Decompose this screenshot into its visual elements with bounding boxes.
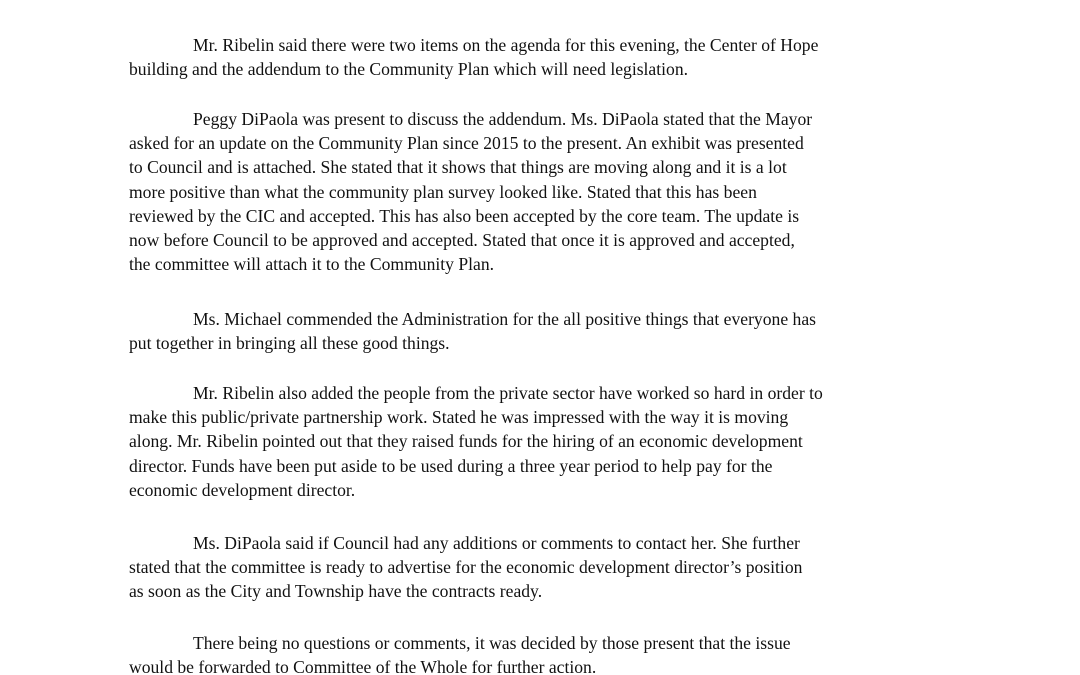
paragraph-commendation [129,307,959,355]
paragraph-line: make this public/private partnership work. Stated he was impressed with the way it is moving [129,407,789,428]
paragraph-line: Ms. Michael commended the Administration for the all positive things that everyone has [193,309,816,329]
paragraph-line: Mr. Ribelin also added the people from the private sector have worked so hard in order to [193,383,823,403]
cropped-text-fragment [129,0,155,2]
paragraph-line: now before Council to be approved and accepted. Stated that once it is approved and accepted, [129,230,795,251]
paragraph-line: director. Funds have been put aside to be used during a three year period to help pay for the [129,455,773,476]
paragraph-line: would be forwarded to Committee of the Whole for further action. [129,657,597,675]
paragraph-line: Peggy DiPaola was present to discuss the addendum. Ms. DiPaola stated that the Mayor [193,109,813,129]
paragraph-line: as soon as the City and Township have the contracts ready. [129,581,543,602]
paragraph-addendum-discussion [129,107,959,276]
paragraph-line: put together in bringing all these good things. [129,333,450,354]
paragraph-line: Mr. Ribelin said there were two items on the agenda for this evening, the Center of Hope [193,35,819,55]
paragraph-line: asked for an update on the Community Plan since 2015 to the present. An exhibit was presented [129,133,804,154]
paragraph-line: stated that the committee is ready to advertise for the economic development director’s position [129,557,803,578]
paragraph-line: There being no questions or comments, it was decided by those present that the issue [193,633,791,653]
paragraph-line: building and the addendum to the Community Plan which will need legislation. [129,59,689,80]
paragraph-private-sector [129,381,959,502]
paragraph-line: economic development director. [129,479,356,500]
paragraph-forward-decision [129,631,959,675]
paragraph-line: the committee will attach it to the Community Plan. [129,254,495,275]
paragraph-line: Ms. DiPaola said if Council had any additions or comments to contact her. She further [193,533,800,553]
paragraph-contact-request [129,531,959,604]
paragraph-line: to Council and is attached. She stated that it shows that things are moving along and it is a lot [129,157,787,178]
paragraph-agenda-items [129,33,959,81]
paragraph-line: along. Mr. Ribelin pointed out that they raised funds for the hiring of an economic development [129,431,803,452]
paragraph-line: reviewed by the CIC and accepted. This has also been accepted by the core team. The update is [129,205,800,226]
paragraph-line: more positive than what the community plan survey looked like. Stated that this has been [129,181,757,202]
